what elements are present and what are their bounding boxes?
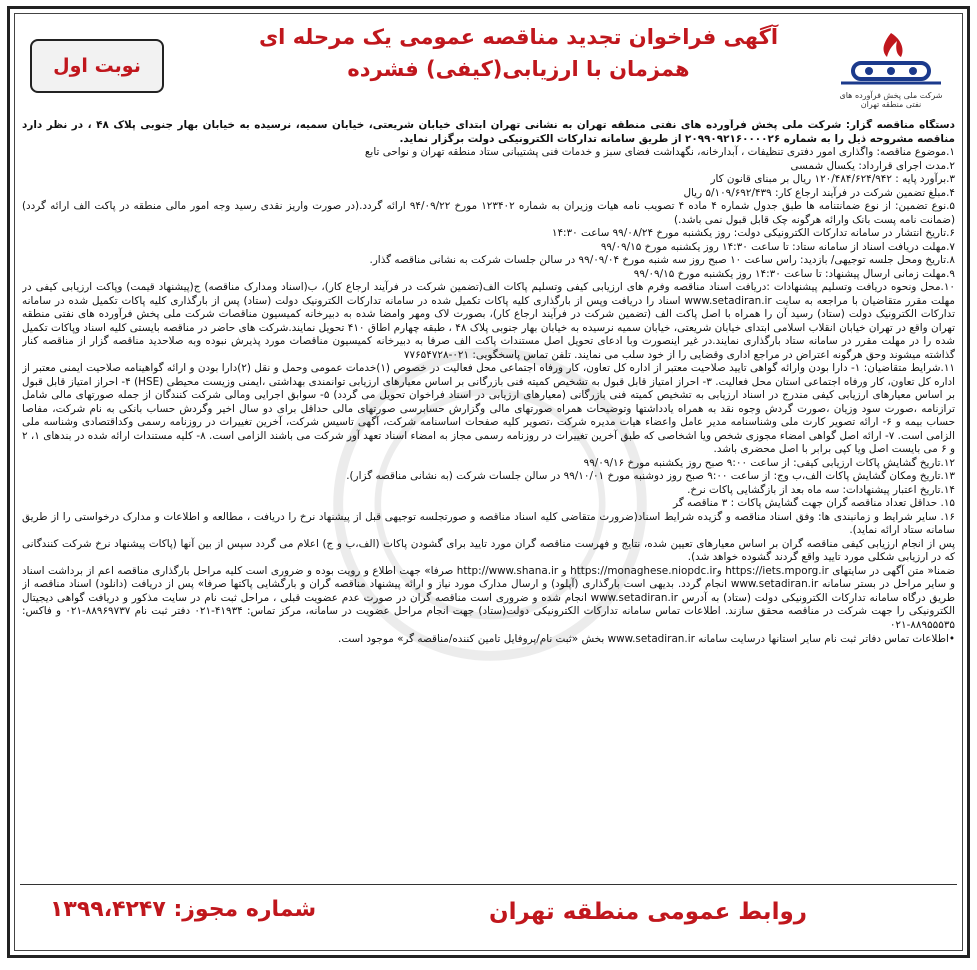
item-other-conditions: ۱۶. سایر شرایط و زمانبندی ها: وفق اسناد مناقصه و گزیده شرایط اسناد(ضرورت متقاضی کلیه اسناد مناقصه و صورتجلسه توجیهی قبل از پیشنهاد نرخ را دریافت ، مطالعه و اطلاعات و مدارک درخواستی را از طریق سامانه ستاد ارائه نماید).: [22, 510, 955, 536]
item-document-deadline: ۷.مهلت دریافت اسناد از سامانه ستاد: تا ساعت ۱۴:۳۰ روز یکشنبه مورخ ۹۹/۰۹/۱۵: [600, 240, 955, 253]
public-relations-label: روابط عمومی منطقه تهران: [489, 899, 807, 925]
item-duration: ۲.مدت اجرای قرارداد: یکسال شمسی: [790, 159, 955, 172]
item-submission-method: ۱۰.محل ونحوه دریافت وتسلیم پیشنهادات :دریافت اسناد مناقصه وفرم های ارزیابی کیفی وتسلیم پاکات الف(تضمین شرکت در فرآیند ارجاع کار)، ب(اسناد ومدارک مناقصه) ج(پیشنهاد قیمت) وپاکت ارزیابی کیفی در مهلت مقرر متقاضیان با مراجعه به سایت www.setadiran.ir اسناد را دریافت وپس از بارگذاری کلیه پاکات تکمیل شده در سامانه تدارکات الکترونیک دولت (ستاد) پس از بارگذاری کلیه پاکات تکمیل شده در سامانه تدارکات الکترونیک دولت (ستاد) رسید آن را همراه با اصل پاکت الف (تضمین شرکت در فرآیند ارجاع کار)، بصورت لاک ومهر وامضا شده به دبیرخانه کمیسیون مناقصات شرکت ملی پخش فرآورده های نفتی منطقه تهران واقع در تهران خیابان انقلاب اسلامی ابتدای خیابان شریعتی، خیابان سمیه نرسیده به خیابان بهار جنوبی پلاک ۴۸ ، طبقه چهارم اطاق ۴۱۰ تحویل نمایند.شرکت های حاضر در مناقصه بایستی کلیه اسناد وپاکات تکمیل شده را در مهلت مقرر در سامانه ستاد بارگذاری نمایند.در غیر اینصورت وبا ادعای تحویل اصل مستندات پاکت الف صرفا به دبیرخانه کمیسیون مناقصات مورد پذیرش نبوده وبه صلاحدید مناقصه گزار از مناقصه کنار گذاشته میشوند وحق هرگونه اعتراض در مراجع اداری وقضایی را از خود سلب می نمایند. تلفن تماس پاسخگویی: ۰۲۱-۷۷۶۵۴۷۲۸: [22, 281, 955, 361]
item-guarantee-type: ۵.نوع تضمین: از نوع ضمانتنامه ها طبق جدول شماره ۴ ماده ۴ تصویب نامه هیات وزیران به شماره ۱۲۳۴۰۲ مورخ ۹۴/۰۹/۲۲ ارائه گردد.(در صورت واریز نقدی رسید وجه امور مالی منطقه در پاکت الف ارائه گردد)(ضمانت نامه پست بانک وارائه هرگونه چک قابل قبول نمی باشد.): [22, 200, 955, 226]
item-briefing-session: ۸.تاریخ ومحل جلسه توجیهی/ بازدید: راس ساعت ۱۰ صبح روز سه شنبه مورخ ۹۹/۰۹/۰۴ در سالن جلسات شرکت به نشانی مناقصه گذار.: [369, 254, 955, 266]
advertisement-page: [7, 6, 970, 958]
item-subject: ۱.موضوع مناقصه: واگذاری امور دفتری تنظیفات ، آبدارخانه، نگهداشت فضای سبز و خدمات فنی پشتیبانی ستاد منطقه تهران و نواحی تابع: [364, 146, 955, 158]
item-quality-opening: ۱۲.تاریخ گشایش پاکات ارزیابی کیفی: از ساعت ۹:۰۰ صبح روز یکشنبه مورخ ۹۹/۰۹/۱۶: [583, 456, 955, 469]
item-envelope-opening: ۱۳.تاریخ ومکان گشایش پاکات الف،ب وج: از ساعت ۹:۰۰ صبح روز دوشنبه مورخ ۹۹/۱۰/۰۱ در سالن جلسات شرکت (به نشانی مناقصه گزار).: [346, 470, 955, 482]
item-guarantee-amount: ۴.مبلغ تضمین شرکت در فرآیند ارجاع کار: ۵/۱۰۹/۶۹۲/۴۳۹ ریال: [683, 186, 955, 199]
page-title: آگهی فراخوان تجدید مناقصه عمومی یک مرحله ای همزمان با ارزیابی(کیفی) فشرده: [258, 25, 779, 81]
niopdc-logo-icon: [831, 27, 951, 89]
item-min-bidders: ۱۵. حداقل تعداد مناقصه گران جهت گشایش پاکات : ۳ مناقصه گر: [673, 497, 955, 509]
company-logo: [831, 27, 951, 107]
footer: [20, 884, 957, 947]
item-applicant-conditions: ۱۱.شرایط متقاضیان: ۱- دارا بودن وارائه گواهی تایید صلاحیت معتبر از اداره کل تعاون، کار ورفاه اجتماعی محل فعالیت در خصوص (۱)خدمات عمومی وحمل و نقل (۲)دارا بودن و ارائه گواهینامه صلاحیت ایمنی معتبر از اداره کل تعاون، کار ورفاه اجتماعی استان محل فعالیت. ۳- احراز امتیاز قابل قبول به تشخیص کمیته فنی بازرگانی بر اساس معیارهای ارزیابی توانمندی بهداشتی ،ایمنی وزیست محیطی (HSE) ۴- احراز امتیاز قابل قبول بر اساس معیارهای ارزیابی کیفی مندرج در اسناد ارزیابی به تشخیص کمیته فنی بازرگانی (معیارهای ارزیابی در اسناد فراخوان تحویل می گردد) ۵- سوابق اجرایی ومالی شرکت کنندگان از جمله صورتهای مالی شامل ترازنامه ،صورت سود وزیان ،صورت گردش وجوه نقد به همراه یادداشتها وتوضیحات همراه صورتهای مالی وگزارش حسابرسی صورتهای مالی حداقل برای دو سال اخیر وگردش حساب بانکی به نام شرکت، مفاصا حساب بیمه و ۶- ارائه تصویر کارت ملی وشناسنامه مدیر عامل واعضاء هیات مدیره شرکت ،تصویر کلیه صفحات اساسنامه شرکت، آگهی تاسیس شرکت، آخرین تغییرات در روزنامه رسمی وکداقتصادی وشناسه ملی الزامی است. ۷- ارائه اصل گواهی امضاء مجوزی شخص ویا اشخاصی که طبق آخرین تغییرات در روزنامه رسمی مجاز به امضاء اسناد تعهد آور شرکت می باشند الزامی است. ۸- کلیه مستندات ارائه شده در بندهای ۱، ۲ و ۶ می بایست اصل ویا کپی برابر با اصل محضری باشد.: [22, 362, 955, 455]
item-submission-deadline: ۹.مهلت زمانی ارسال پیشنهاد: تا ساعت ۱۴:۳۰ روز یکشنبه مورخ ۹۹/۰۹/۱۵: [633, 267, 955, 280]
logo-caption: شرکت ملی پخش فرآورده های نفتی منطقه تهران: [839, 91, 943, 109]
item-offer-validity: ۱۴.تاریخ اعتبار پیشنهادات: سه ماه بعد از بازگشایی پاکات نرخ.: [687, 483, 955, 496]
item-evaluation-note: پس از انجام ارزیابی کیفی مناقصه گران بر اساس معیارهای تعیین شده، نتایج و فهرست مناقصه گران مورد تایید برای گشودن پاکات (الف،ب و ج) اعلام می گردد سپس از بین آنها (پاکات پیشنهاد نرخ شرکت کنندگانی که در ارزیابی شکلی مورد تایید واقع گردند گشوده خواهد شد).: [22, 537, 955, 563]
permit-number: شماره مجوز: ۱۳۹۹،۴۲۴۷: [50, 897, 317, 922]
header: [20, 17, 957, 117]
contact-note: •اطلاعات تماس دفاتر ثبت نام سایر استانها درسایت سامانه www.setadiran.ir بخش «ثبت نام/پروفایل تامین کننده/مناقصه گر» موجود است.: [338, 633, 955, 645]
intro-paragraph: دستگاه مناقصه گزار: شرکت ملی پخش فرآورده های نفتی منطقه تهران به نشانی تهران ابتدای خیابان شریعتی، خیابان سمیه، نرسیده به خیابان بهار جنوبی پلاک ۴۸ ، در نظر دارد مناقصه مشروحه ذیل را به شماره ۲۰۹۹۰۹۲۱۶۰۰۰۰۲۶ از طریق سامانه تدارکات الکترونیکی دولت برگزار نماید.: [22, 119, 955, 145]
item-publish-date: ۶.تاریخ انتشار در سامانه تدارکات الکترونیکی دولت: روز یکشنبه مورخ ۹۹/۰۸/۲۴ ساعت ۱۴:۳۰: [551, 227, 955, 239]
item-websites-note: ضمنا« متن آگهی در سایتهای https://iets.mporg.ir وhttps://monaghese.niopdc.ir و http://www.shana.ir صرفا» جهت اطلاع و رویت بوده و ضروری است کلیه مراحل بارگذاری مناقصه اعم از برداشت اسناد و سایر مراحل در بستر سامانه www.setadiran.ir انجام گردد. بدیهی است بارگذاری (آپلود) و ارسال مدارک مورد نیاز و ارائه پیشنهاد مناقصه گران و بارگشایی پاکتها صرفا» پس از دریافت (دانلود) اسناد مناقصه از طریق درگاه سامانه تدارکات الکترونیکی دولت (ستاد) به آدرس www.setadiran.ir انجام شده و ضروری است مناقصه گران در صورت عدم عضویت قبلی ، مراحل ثبت نام در سایت مذکور و دریافت گواهی دیجیتال الکترونیکی را جهت شرکت در مناقصه محقق سازند. اطلاعات تماس سامانه تدارکات الکترونیکی دولت(ستاد) جهت انجام مراحل عضویت در سامانه، مرکز تماس: ۴۱۹۳۴-۰۲۱ دفتر ثبت نام ۸۸۹۶۹۷۳۷-۰۲۱ و فاکس: ۸۸۹۵۵۵۳۵-۰۲۱: [22, 564, 955, 631]
edition-badge: نوبت اول: [30, 39, 164, 93]
tender-body: [22, 119, 955, 879]
item-base-estimate: ۳.برآورد پایه : ۱۲۰/۴۸۴/۶۲۴/۹۴۲ ریال بر مبنای قانون کار: [710, 173, 955, 185]
